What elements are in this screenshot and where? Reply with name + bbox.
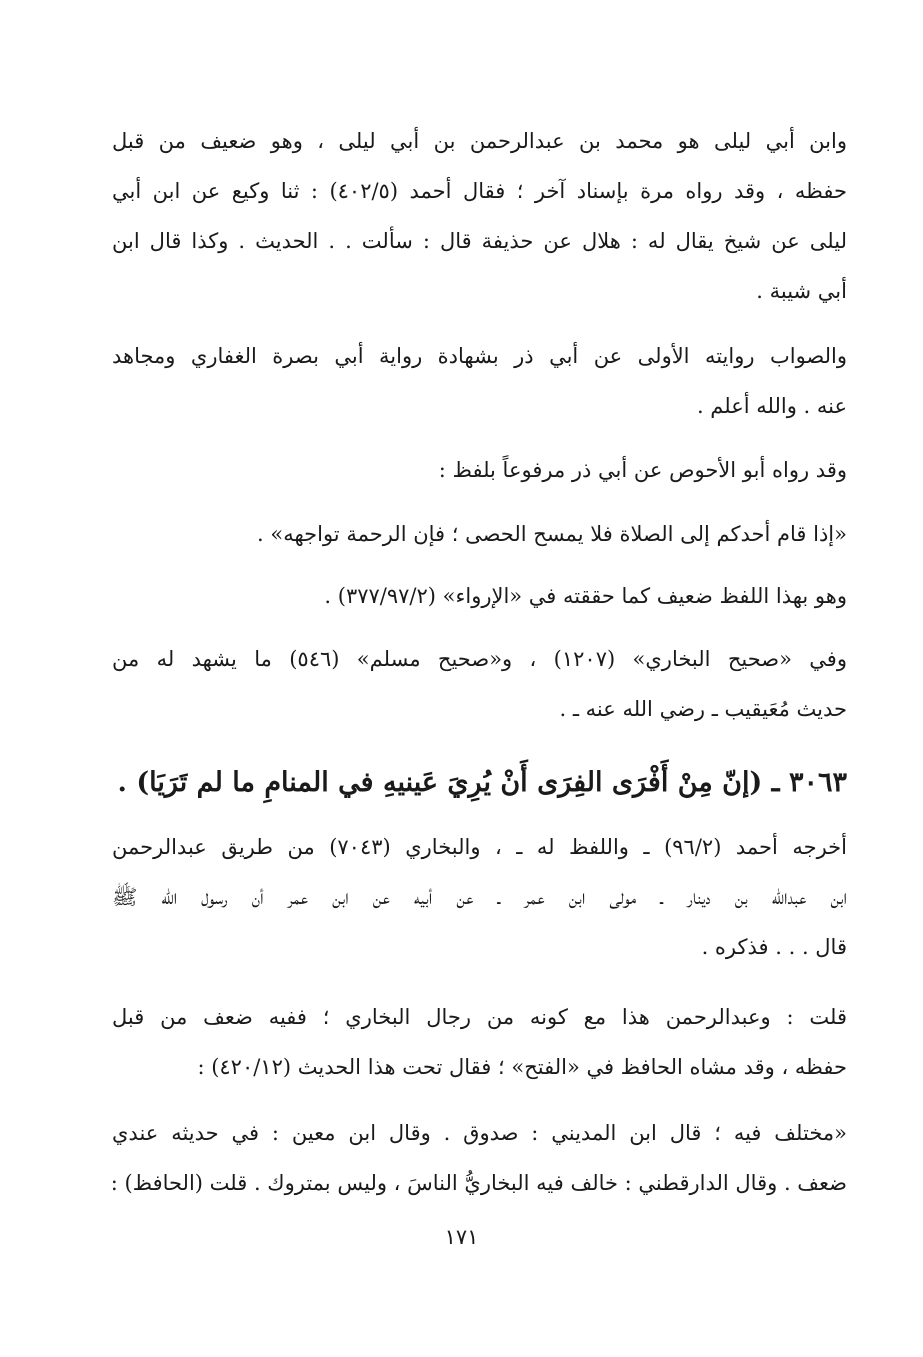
- paragraph-line: ضعف . وقال الدارقطني : خالف فيه البخاريُّ الناسَ ، وليس بمتروك . قلت (الحافظ) :: [110, 1171, 847, 1195]
- paragraph-3: [112, 445, 847, 495]
- paragraph-line: ابن عبدالله بن دينار ـ مولى ابن عمر ـ عن أبيه عن ابن عمر أن رسول الله ﷺ: [112, 885, 847, 909]
- paragraph-6: [112, 634, 847, 734]
- paragraph-line: أخرجه أحمد (٩٦/٢) ـ واللفظ له ـ ، والبخاري (٧٠٤٣) من طريق عبدالرحمن: [112, 835, 847, 859]
- paragraph-4-quote: [112, 509, 847, 559]
- paragraph-line: ليلى عن شيخ يقال له : هلال عن حذيفة قال : سألت . . الحديث . وكذا قال ابن: [112, 229, 847, 253]
- paragraph-line: وهو بهذا اللفظ ضعيف كما حققته في «الإرواء» (٣٧٧/٩٧/٢) .: [324, 584, 847, 608]
- paragraph-line: «مختلف فيه ؛ قال ابن المديني : صدوق . وقال ابن معين : في حديثه عندي: [112, 1121, 847, 1145]
- paragraph-1: [112, 116, 847, 316]
- paragraph-line: قلت : وعبدالرحمن هذا مع كونه من رجال البخاري ؛ ففيه ضعف من قبل: [112, 1005, 847, 1029]
- page-number: ١٧١: [444, 1225, 479, 1249]
- paragraph-line: حفظه ، وقد رواه مرة بإسناد آخر ؛ فقال أحمد (٤٠٢/٥) : ثنا وكيع عن ابن أبي: [112, 179, 847, 203]
- paragraph-line: أبي شيبة .: [756, 279, 847, 303]
- paragraph-7: [112, 822, 847, 972]
- hadith-heading: ٣٠٦٣ ـ (إنّ مِنْ أَفْرَى الفِرَى أَنْ يُرِيَ عَينيهِ في المنامِ ما لم تَرَيَا) .: [117, 767, 847, 798]
- paragraph-line: «إذا قام أحدكم إلى الصلاة فلا يمسح الحصى ؛ فإن الرحمة تواجهه» .: [257, 522, 847, 546]
- paragraph-5: [112, 571, 847, 621]
- paragraph-9: [112, 1108, 847, 1208]
- paragraph-line: حفظه ، وقد مشاه الحافظ في «الفتح» ؛ فقال تحت هذا الحديث (٤٢٠/١٢) :: [197, 1055, 847, 1079]
- paragraph-line: وقد رواه أبو الأحوص عن أبي ذر مرفوعاً بلفظ :: [438, 458, 847, 482]
- paragraph-line: عنه . والله أعلم .: [696, 394, 847, 418]
- paragraph-line: قال . . . فذكره .: [701, 935, 847, 959]
- paragraph-line: وفي «صحيح البخاري» (١٢٠٧) ، و«صحيح مسلم» (٥٤٦) ما يشهد له من: [112, 647, 847, 671]
- paragraph-8: [112, 992, 847, 1092]
- paragraph-line: وابن أبي ليلى هو محمد بن عبدالرحمن بن أبي ليلى ، وهو ضعيف من قبل: [112, 129, 847, 153]
- paragraph-2: [112, 331, 847, 431]
- paragraph-line: والصواب روايته الأولى عن أبي ذر بشهادة رواية أبي بصرة الغفاري ومجاهد: [112, 344, 848, 368]
- paragraph-line: حديث مُعَيقيب ـ رضي الله عنه ـ .: [559, 697, 847, 721]
